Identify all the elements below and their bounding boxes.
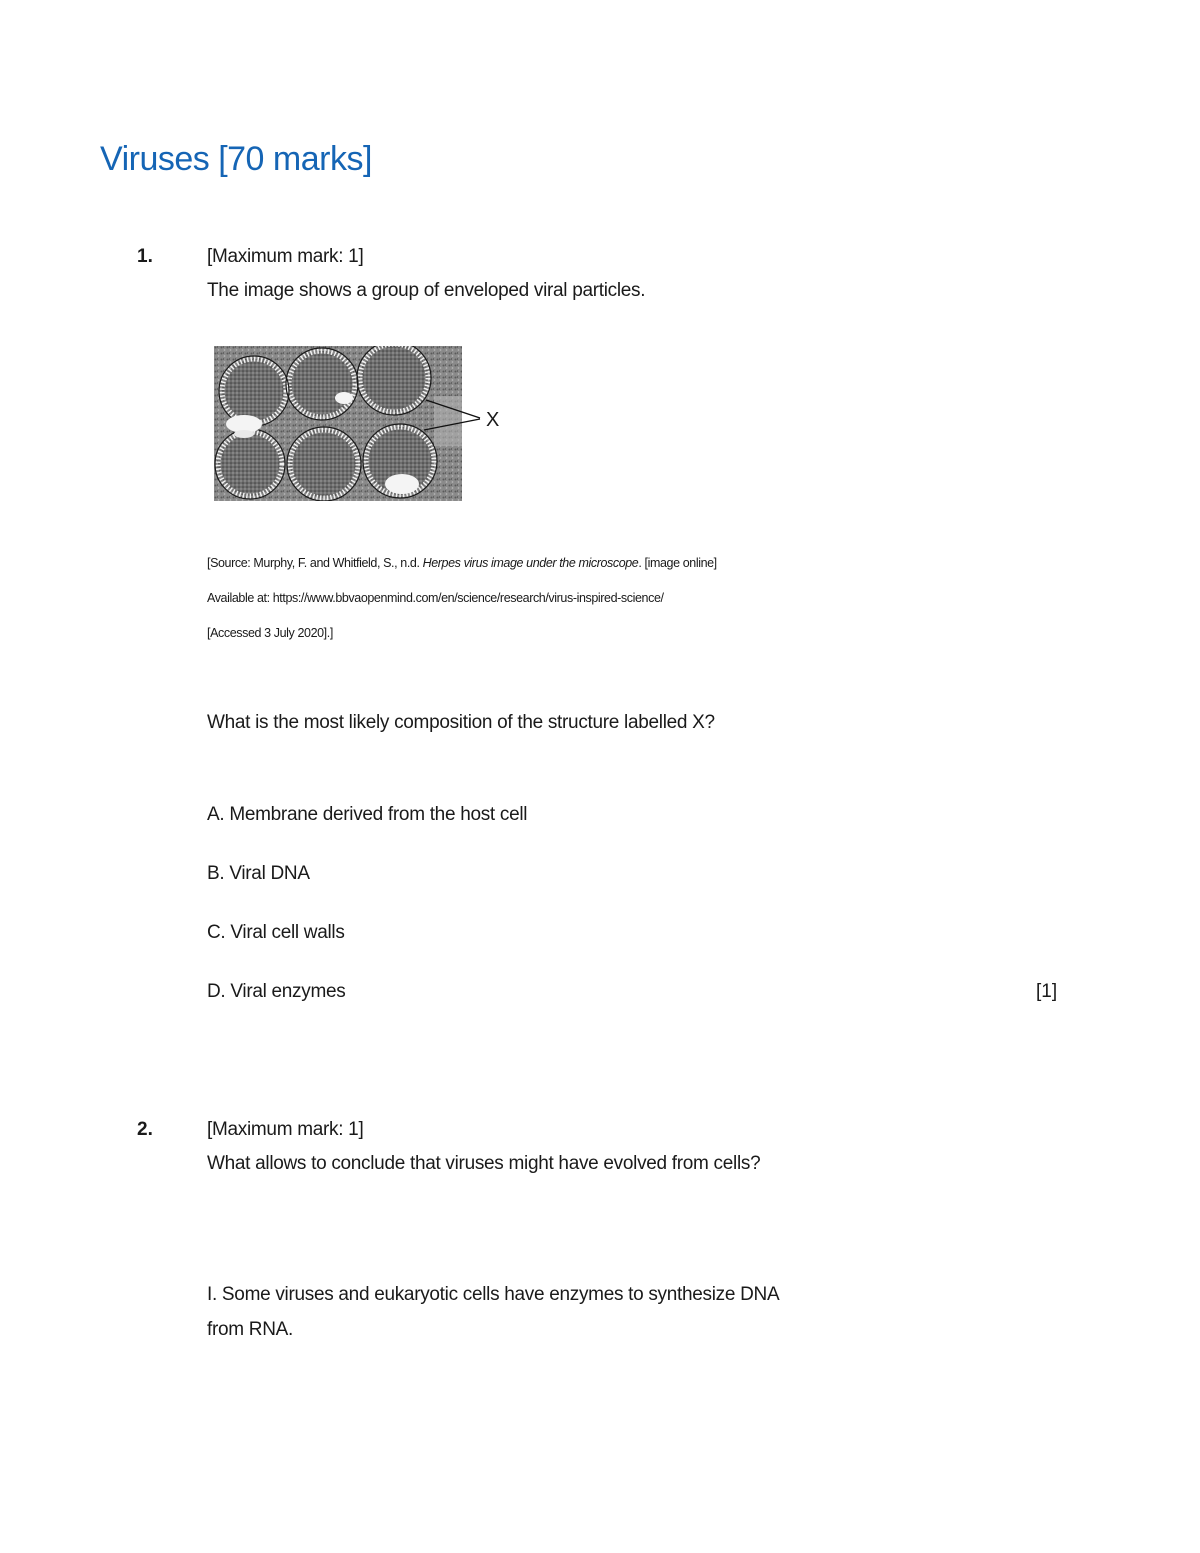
question-1-prompt: What is the most likely composition of the structure labelled X?	[207, 712, 715, 733]
option-d[interactable]: D. Viral enzymes	[207, 981, 346, 1002]
statement-1-line-2: from RNA.	[207, 1319, 293, 1340]
question-1-stem: The image shows a group of enveloped viral particles.	[207, 280, 646, 301]
source-citation-title: Herpes virus image under the microscope	[422, 556, 639, 570]
source-citation-prefix: [Source: Murphy, F. and Whitfield, S., n.d.	[207, 556, 423, 570]
option-b[interactable]: B. Viral DNA	[207, 863, 310, 884]
question-2-max-mark: [Maximum mark: 1]	[207, 1119, 364, 1140]
option-c[interactable]: C. Viral cell walls	[207, 922, 345, 943]
option-a[interactable]: A. Membrane derived from the host cell	[207, 804, 528, 825]
question-1-marks: [1]	[1036, 981, 1058, 1002]
statement-1-line-1: I. Some viruses and eukaryotic cells have enzymes to synthesize DNA	[207, 1284, 780, 1305]
source-citation-line-1	[207, 556, 717, 570]
source-citation-link[interactable]: Available at: https://www.bbvaopenmind.com/en/science/research/virus-inspired-science/	[207, 591, 664, 605]
question-2-stem: What allows to conclude that viruses might have evolved from cells?	[207, 1153, 761, 1174]
question-2-number: 2.	[137, 1119, 153, 1140]
source-citation-accessed: [Accessed 3 July 2020].]	[207, 626, 333, 640]
label-x-pointer-lines	[414, 396, 484, 436]
source-citation-suffix: . [image online]	[638, 556, 717, 570]
question-1-number: 1.	[137, 246, 153, 267]
question-1-max-mark: [Maximum mark: 1]	[207, 246, 364, 267]
figure-label-x: X	[486, 409, 500, 431]
page-title: Viruses [70 marks]	[100, 140, 372, 178]
